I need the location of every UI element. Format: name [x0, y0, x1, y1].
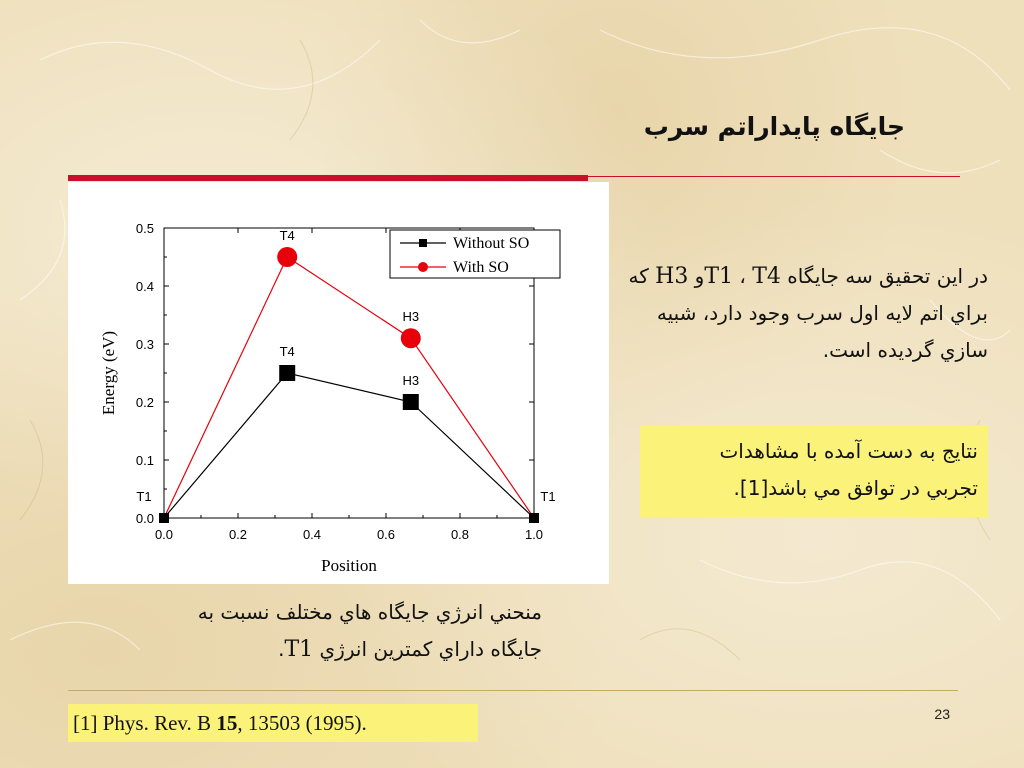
point-with-so [401, 328, 421, 348]
legend-marker-square [419, 239, 427, 247]
point-label: T4 [279, 344, 295, 359]
point-label: T1 [540, 489, 556, 504]
description-paragraph [610, 258, 988, 369]
legend-marker-circle [418, 262, 428, 272]
reference-volume: 15 [216, 711, 238, 735]
point-without-so [159, 513, 169, 523]
reference-prefix: [1] Phys. Rev. B [73, 711, 217, 735]
chart-panel [68, 182, 609, 584]
footer-divider [68, 690, 958, 691]
description-part3: كه براي اتم لايه اول سرب وجود دارد، شبيه سازي گرديده است. [628, 264, 988, 362]
y-tick-label: 0.4 [135, 279, 154, 294]
caption-line-2-end: . [278, 637, 285, 661]
y-tick-label: 0.5 [135, 221, 154, 236]
point-label: H3 [402, 373, 420, 388]
y-axis-label: Energy (eV) [99, 330, 118, 416]
x-tick-label: 0.0 [154, 527, 174, 542]
legend-label: With SO [453, 259, 509, 276]
x-tick-label: 0.8 [450, 527, 470, 542]
caption-line-1: منحني انرژي جايگاه هاي مختلف نسبت به [197, 600, 542, 624]
reference-citation [68, 704, 478, 742]
series-line-without-so [164, 373, 534, 518]
point-without-so [403, 394, 419, 410]
callout-line-2: تجربي در توافق مي باشد[1]. [733, 476, 978, 500]
slide-title: جايگاه پايداراتم سرب [643, 112, 905, 141]
point-label: H3 [402, 309, 420, 325]
description-separator: ، [733, 264, 753, 288]
description-part1: در اين تحقيق سه جايگاه [780, 264, 988, 288]
callout-line-1: نتايج به دست آمده با مشاهدات [719, 439, 978, 463]
y-tick-label: 0.2 [135, 395, 154, 410]
x-axis-label: Position [321, 556, 377, 575]
legend-label: Without SO [453, 235, 530, 252]
point-without-so [529, 513, 539, 523]
caption-t1-label: T1 [284, 637, 314, 662]
title-divider-thin [588, 176, 960, 177]
description-part2: و [688, 264, 705, 288]
x-tick-label: 0.6 [376, 527, 396, 542]
caption-line-2-text: جايگاه داراي كمترين انرژي [313, 637, 542, 661]
x-tick-label: 0.4 [302, 527, 322, 542]
x-tick-label: 0.2 [228, 527, 248, 542]
point-label: T1 [136, 489, 152, 504]
y-tick-label: 0.0 [135, 511, 154, 526]
y-tick-label: 0.1 [135, 453, 154, 468]
chart-caption [150, 594, 542, 668]
site-h3-label: H3 [655, 264, 689, 289]
point-with-so [277, 247, 297, 267]
results-callout [640, 425, 988, 517]
site-t4-label: T4 [752, 264, 781, 289]
reference-suffix: , 13503 (1995). [237, 711, 367, 735]
site-t1-label: T1 [704, 264, 734, 289]
x-tick-label: 1.0 [524, 527, 544, 542]
page-number: 23 [934, 706, 950, 722]
energy-chart [68, 182, 609, 584]
caption-line-2 [150, 631, 542, 668]
y-tick-label: 0.3 [135, 337, 154, 352]
point-without-so [279, 365, 295, 381]
point-label: T4 [279, 228, 295, 243]
title-divider-red [68, 175, 588, 181]
